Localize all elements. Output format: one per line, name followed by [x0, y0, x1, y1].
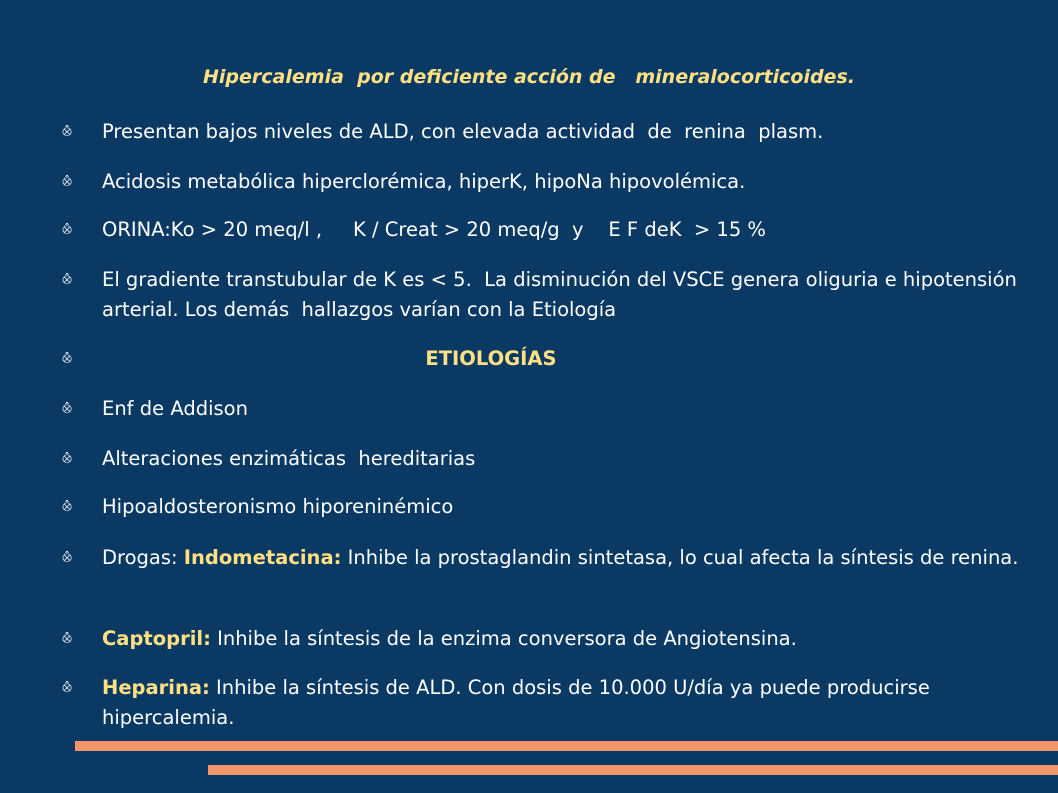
list-item-text: El gradiente transtubular de K es < 5. La disminución del VSCE genera oliguria e hipotensión arterial. Los demás hallazgos varían con la Etiología — [102, 268, 1024, 321]
bullet-icon: ⨶ — [62, 223, 73, 238]
bullet-icon: ⨶ — [62, 632, 73, 647]
decorative-bar-top — [75, 741, 1058, 751]
drug-description: Inhibe la prostaglandin sintetasa, lo cual afecta la síntesis de renina. — [341, 546, 1019, 569]
slide-title: Hipercalemia por deficiente acción de mineralocorticoides. — [203, 66, 855, 88]
list-item-text — [102, 543, 1018, 573]
list-item — [60, 167, 1020, 199]
list-item-text: ORINA:Ko > 20 meq/l , K / Creat > 20 meq/g y E F deK > 15 % — [102, 218, 766, 241]
bullet-icon: ⨶ — [62, 452, 73, 467]
drug-description: Inhibe la síntesis de la enzima conversora de Angiotensina. — [210, 627, 797, 650]
bullet-icon: ⨶ — [62, 273, 73, 288]
drug-prefix: Drogas: — [102, 546, 184, 569]
list-item-heading — [60, 344, 1020, 376]
bullet-icon: ⨶ — [62, 402, 73, 417]
list-item — [60, 543, 1020, 575]
list-item-text: Hipoaldosteronismo hiporeninémico — [102, 495, 454, 518]
drug-name: Indometacina: — [183, 546, 342, 569]
drug-name: Captopril: — [102, 627, 211, 650]
bullet-icon: ⨶ — [62, 551, 73, 566]
list-item — [60, 394, 1020, 426]
drug-description: Inhibe la síntesis de ALD. Con dosis de 10.000 U/día ya puede producirse hipercalemia. — [102, 676, 937, 729]
list-item-text — [102, 673, 1020, 733]
bullet-icon: ⨶ — [62, 175, 73, 190]
list-item-text: Acidosis metabólica hiperclorémica, hiperK, hipoNa hipovolémica. — [102, 170, 746, 193]
bullet-icon: ⨶ — [62, 681, 73, 696]
list-item — [60, 673, 1020, 733]
drug-name: Heparina: — [102, 676, 210, 699]
list-item — [60, 265, 1024, 325]
list-item — [60, 117, 1020, 149]
bullet-icon: ⨶ — [62, 125, 73, 140]
list-item — [60, 492, 1020, 524]
list-item — [60, 444, 1020, 476]
list-item-text: Alteraciones enzimáticas hereditarias — [102, 447, 476, 470]
list-item — [60, 624, 1020, 656]
list-item — [60, 215, 1020, 247]
list-item-text: Enf de Addison — [102, 397, 248, 420]
decorative-bar-bottom — [208, 765, 1058, 775]
list-item-text — [102, 624, 797, 654]
section-heading: ETIOLOGÍAS — [425, 347, 557, 370]
bullet-icon: ⨶ — [62, 352, 73, 367]
bullet-icon: ⨶ — [62, 500, 73, 515]
list-item-text: Presentan bajos niveles de ALD, con elevada actividad de renina plasm. — [102, 120, 824, 143]
